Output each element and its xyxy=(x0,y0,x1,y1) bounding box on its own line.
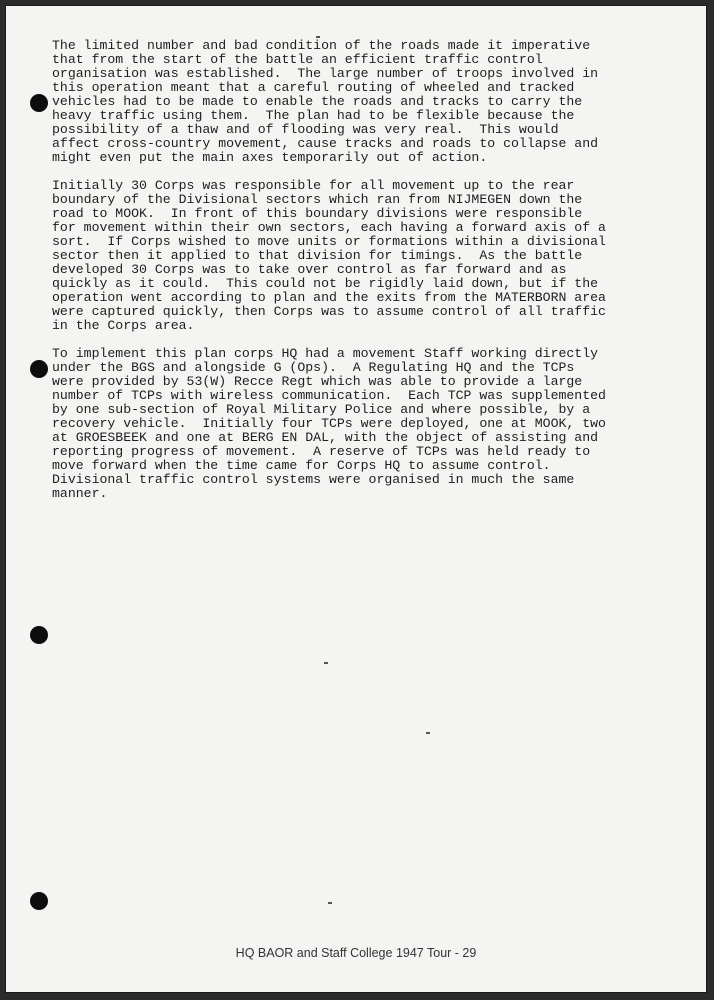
text-line: heavy traffic using them. The plan had to be flexible because the xyxy=(52,108,575,123)
scan-speck xyxy=(426,732,430,734)
text-line: operation went according to plan and the exits from the MATERBORN area xyxy=(52,290,606,305)
text-line: The limited number and bad condition of the roads made it imperative xyxy=(52,38,591,53)
text-line: at GROESBEEK and one at BERG EN DAL, with the object of assisting and xyxy=(52,430,599,445)
paragraph-3 xyxy=(52,347,652,501)
text-line: developed 30 Corps was to take over control as far forward and as xyxy=(52,262,567,277)
text-line: were captured quickly, then Corps was to assume control of all traffic xyxy=(52,304,606,319)
text-line: might even put the main axes temporarily out of action. xyxy=(52,150,488,165)
scan-speck xyxy=(324,662,328,664)
document-page xyxy=(6,6,706,992)
text-line: Divisional traffic control systems were organised in much the same xyxy=(52,472,575,487)
text-line: sort. If Corps wished to move units or formations within a divisional xyxy=(52,234,606,249)
text-line: reporting progress of movement. A reserve of TCPs was held ready to xyxy=(52,444,591,459)
text-line: were provided by 53(W) Recce Regt which was able to provide a large xyxy=(52,374,583,389)
scan-speck xyxy=(328,902,332,904)
text-line: under the BGS and alongside G (Ops). A Regulating HQ and the TCPs xyxy=(52,360,575,375)
punch-hole-1 xyxy=(30,94,48,112)
text-line: road to MOOK. In front of this boundary divisions were responsible xyxy=(52,206,583,221)
text-line: boundary of the Divisional sectors which ran from NIJMEGEN down the xyxy=(52,192,583,207)
text-line: vehicles had to be made to enable the roads and tracks to carry the xyxy=(52,94,583,109)
page-footer: HQ BAOR and Staff College 1947 Tour - 29 xyxy=(235,946,477,960)
text-line: for movement within their own sectors, each having a forward axis of a xyxy=(52,220,606,235)
text-line: Initially 30 Corps was responsible for all movement up to the rear xyxy=(52,178,575,193)
text-line: this operation meant that a careful routing of wheeled and tracked xyxy=(52,80,575,95)
text-line: manner. xyxy=(52,486,108,501)
text-line: To implement this plan corps HQ had a movement Staff working directly xyxy=(52,346,599,361)
text-line: quickly as it could. This could not be rigidly laid down, but if the xyxy=(52,276,599,291)
text-line: number of TCPs with wireless communication. Each TCP was supplemented xyxy=(52,388,606,403)
paragraph-2 xyxy=(52,179,652,333)
text-line: move forward when the time came for Corps HQ to assume control. xyxy=(52,458,551,473)
text-line: recovery vehicle. Initially four TCPs were deployed, one at MOOK, two xyxy=(52,416,606,431)
punch-hole-4 xyxy=(30,892,48,910)
text-line: affect cross-country movement, cause tracks and roads to collapse and xyxy=(52,136,599,151)
text-line: by one sub-section of Royal Military Police and where possible, by a xyxy=(52,402,591,417)
text-line: organisation was established. The large number of troops involved in xyxy=(52,66,599,81)
document-body xyxy=(52,39,652,515)
punch-hole-3 xyxy=(30,626,48,644)
text-line: sector then it applied to that division for timings. As the battle xyxy=(52,248,583,263)
text-line: in the Corps area. xyxy=(52,318,195,333)
text-line: possibility of a thaw and of flooding was very real. This would xyxy=(52,122,559,137)
punch-hole-2 xyxy=(30,360,48,378)
text-line: that from the start of the battle an efficient traffic control xyxy=(52,52,543,67)
paragraph-1 xyxy=(52,39,652,165)
